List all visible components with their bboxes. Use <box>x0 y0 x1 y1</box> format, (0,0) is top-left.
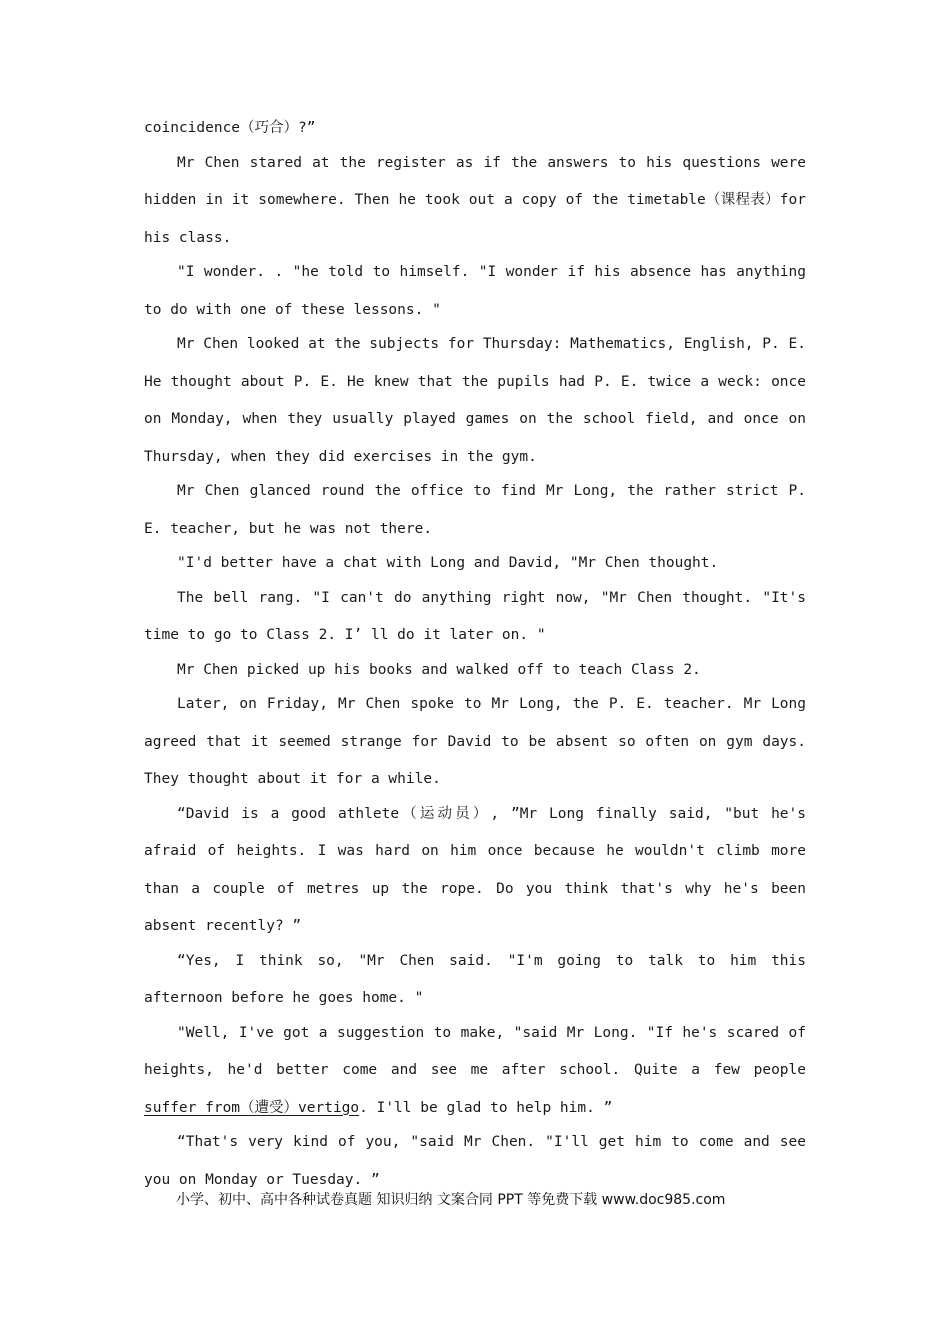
paragraph-text: . I'll be glad to help him. ” <box>359 1099 613 1116</box>
paragraph-text: “David is a good athlete（运动员）, ”Mr Long finally said, "but he's afraid of heights. I was hard on him once because he wouldn't climb more than a couple of metres up the rope. Do you think that's why he's been absent recently? ” <box>144 805 806 934</box>
paragraph <box>144 1015 806 1128</box>
page-footer: 小学、初中、高中各种试卷真题 知识归纳 文案合同 PPT 等免费下载 www.doc985.com <box>176 1192 726 1208</box>
document-body <box>144 110 806 1199</box>
paragraph <box>144 110 806 148</box>
paragraph-text: "I'd better have a chat with Long and David, "Mr Chen thought. <box>177 555 719 571</box>
paragraph-text: “Yes, I think so, "Mr Chen said. "I'm going to talk to him this afternoon before he goes home. " <box>144 952 806 1006</box>
paragraph <box>144 796 806 946</box>
paragraph <box>144 943 806 1018</box>
paragraph <box>144 254 806 329</box>
paragraph <box>144 473 806 548</box>
paragraph <box>144 545 806 583</box>
paragraph <box>144 145 806 258</box>
paragraph-text: "I wonder. . "he told to himself. "I wonder if his absence has anything to do with one of these lessons. " <box>144 264 806 318</box>
paragraph-text: "Well, I've got a suggestion to make, "said Mr Long. "If he's scared of heights, he'd better come and see me after school. Quite a few people <box>144 1024 806 1078</box>
underlined-phrase: suffer from（遭受）vertigo <box>144 1099 360 1116</box>
paragraph <box>144 326 806 476</box>
paragraph <box>144 652 806 690</box>
paragraph <box>144 1124 806 1199</box>
paragraph-text: coincidence（巧合）?” <box>144 120 316 136</box>
paragraph-text: The bell rang. "I can't do anything right now, "Mr Chen thought. "It's time to go to Class 2. I’ ll do it later on. " <box>144 589 806 643</box>
paragraph-text: Mr Chen picked up his books and walked off to teach Class 2. <box>177 661 701 678</box>
paragraph-text: Mr Chen stared at the register as if the answers to his questions were hidden in it somewhere. Then he took out a copy of the timetable（课程表）for his class. <box>144 154 806 246</box>
paragraph-text: “That's very kind of you, "said Mr Chen. "I'll get him to come and see you on Monday or Tuesday. ” <box>144 1134 806 1188</box>
paragraph <box>144 686 806 799</box>
paragraph-text: Mr Chen glanced round the office to find Mr Long, the rather strict P. E. teacher, but he was not there. <box>144 483 806 537</box>
paragraph <box>144 580 806 655</box>
paragraph-text: Mr Chen looked at the subjects for Thursday: Mathematics, English, P. E. He thought about P. E. He knew that the pupils had P. E. twice a weck: once on Monday, when they usually played games on the school field, and once on Thursday, when they did exercises in the gym. <box>144 336 806 465</box>
paragraph-text: Later, on Friday, Mr Chen spoke to Mr Long, the P. E. teacher. Mr Long agreed that it seemed strange for David to be absent so often on gym days. They thought about it for a while. <box>144 696 806 787</box>
